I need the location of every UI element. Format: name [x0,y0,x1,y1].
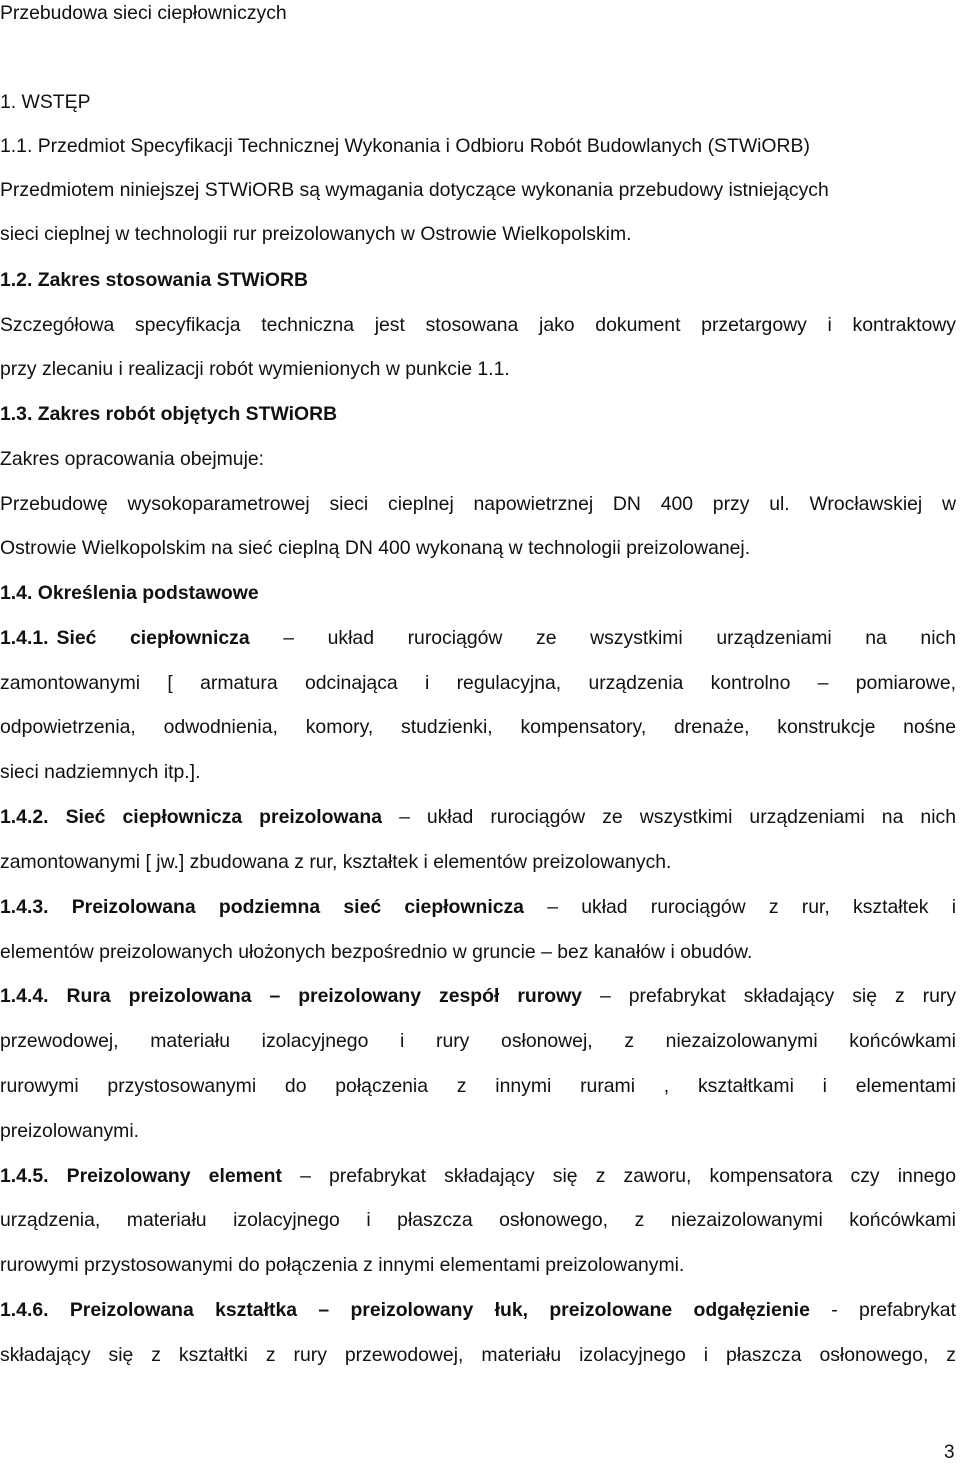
paragraph-line: Ostrowie Wielkopolskim na sieć cieplną DN 400 wykonaną w technologii preizolowanej. [0,537,751,559]
paragraph-line: zamontowanymi [ armatura odcinająca i regulacyjna, urządzenia kontrolno – pomiarowe, [0,672,956,694]
paragraph-line: Zakres opracowania obejmuje: [0,448,265,470]
paragraph-line: Przedmiotem niniejszej STWiORB są wymagania dotyczące wykonania przebudowy istniejących [0,179,829,201]
definition-term: Sieć ciepłownicza [56,627,250,649]
definition-1-4-4 [0,983,956,1009]
paragraph-line: sieci cieplnej w technologii rur preizolowanych w Ostrowie Wielkopolskim. [0,223,632,245]
definition-term: Preizolowana podziemna sieć ciepłownicza [71,896,524,918]
paragraph-line: odpowietrzenia, odwodnienia, komory, studzienki, kompensatory, drenaże, konstrukcje nośne [0,716,956,738]
definition-text: - prefabrykat [831,1299,956,1321]
paragraph-line: urządzenia, materiału izolacyjnego i płaszcza osłonowego, z niezaizolowanymi końcówkami [0,1209,956,1231]
paragraph-line: sieci nadziemnych itp.]. [0,761,201,783]
definition-1-4-5 [0,1163,956,1189]
page-number: 3 [944,1442,955,1463]
definition-term: Preizolowany element [66,1165,282,1187]
section-heading-1-4: 1.4. Określenia podstawowe [0,582,259,604]
definition-term: Preizolowana kształtka – preizolowany łuk, preizolowane odgałęzienie [69,1299,810,1321]
section-heading-1-2: 1.2. Zakres stosowania STWiORB [0,269,309,291]
paragraph-line: elementów preizolowanych ułożonych bezpośrednio w gruncie – bez kanałów i obudów. [0,941,753,963]
definition-number: 1.4.5. [0,1165,49,1187]
section-title: Przedmiot Specyfikacji Technicznej Wykonania i Odbioru Robót Budowlanych (STWiORB) [37,135,810,157]
paragraph-line: rurowymi przystosowanymi do połączenia z innymi elementami preizolowanymi. [0,1254,685,1276]
definition-text: – układ rurociągów z rur, kształtek i [547,896,957,918]
definition-text: – układ rurociągów ze wszystkimi urządzeniami na nich [399,806,957,828]
definition-1-4-2 [0,804,956,830]
section-heading-1-3: 1.3. Zakres robót objętych STWiORB [0,403,338,425]
definition-text: – układ rurociągów ze wszystkimi urządzeniami na nich [283,627,956,649]
definition-term: Sieć ciepłownicza preizolowana [65,806,383,828]
definition-number: 1.4.1. [0,627,49,649]
section-heading-1-1 [0,133,956,159]
definition-1-4-1 [0,625,956,651]
definition-number: 1.4.6. [0,1299,49,1321]
definition-number: 1.4.3. [0,896,49,918]
page-header: Przebudowa sieci ciepłowniczych [0,2,287,24]
paragraph-line: Szczegółowa specyfikacja techniczna jest stosowana jako dokument przetargowy i kontraktowy [0,314,956,336]
section-number: 1.1. [0,135,33,157]
paragraph-line: zamontowanymi [ jw.] zbudowana z rur, kształtek i elementów preizolowanych. [0,851,672,873]
definition-text: – prefabrykat składający się z zaworu, kompensatora czy innego [300,1165,956,1187]
paragraph-line: składający się z kształtki z rury przewodowej, materiału izolacyjnego i płaszcza osłonowego, z [0,1344,956,1366]
definition-number: 1.4.4. [0,985,49,1007]
definition-text: – prefabrykat składający się z rury [599,985,957,1007]
paragraph-line: Przebudowę wysokoparametrowej sieci cieplnej napowietrznej DN 400 przy ul. Wrocławskiej w [0,493,956,515]
definition-1-4-3 [0,894,956,920]
definition-number: 1.4.2. [0,806,49,828]
paragraph-line: przewodowej, materiału izolacyjnego i rury osłonowej, z niezaizolowanymi końcówkami [0,1030,956,1052]
paragraph-line: przy zlecaniu i realizacji robót wymienionych w punkcie 1.1. [0,358,510,380]
definition-term: Rura preizolowana – preizolowany zespół rurowy [66,985,582,1007]
paragraph-line: rurowymi przystosowanymi do połączenia z innymi rurami , kształtkami i elementami [0,1075,956,1097]
section-heading-wstep: 1. WSTĘP [0,91,91,113]
definition-1-4-6 [0,1297,956,1323]
paragraph-line: preizolowanymi. [0,1120,140,1142]
